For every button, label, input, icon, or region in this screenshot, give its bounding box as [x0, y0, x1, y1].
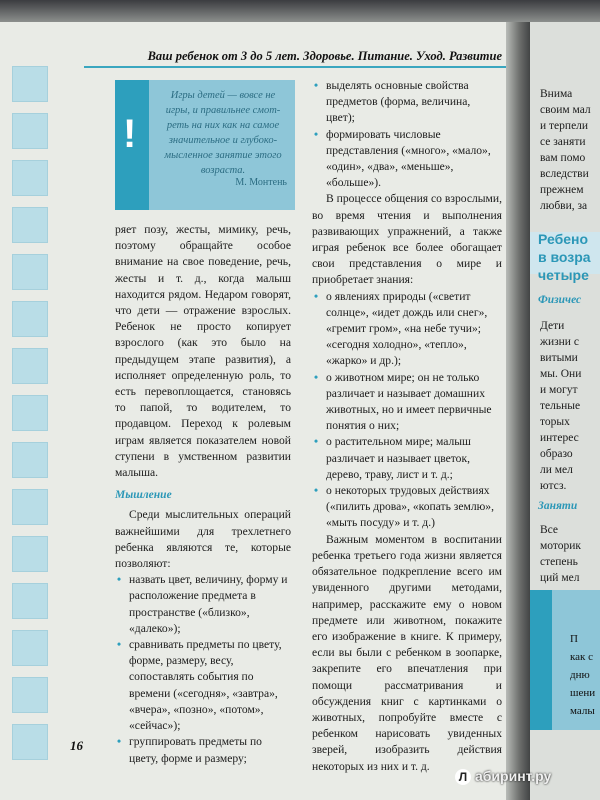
decor-tile: [12, 254, 48, 290]
decor-tile: [12, 489, 48, 525]
list-item: • о некоторых трудовых действиях («пилить дрова», «копать землю», «мыть посуду» и т. д.): [312, 483, 502, 532]
right-line: вследстви: [540, 168, 589, 180]
section-heading: Мышление: [115, 489, 172, 502]
list-item: • выделять основные свойства предметов (форма, величина, цвет);: [312, 78, 502, 127]
right-heading: четыре: [538, 267, 589, 283]
running-header: [84, 46, 506, 68]
right-line: степень: [540, 556, 578, 568]
right-line: ций мел: [540, 572, 580, 584]
decor-tile: [12, 724, 48, 760]
epigraph-author: М. Монтень: [235, 177, 287, 188]
book-spine-gutter: [506, 0, 532, 800]
right-line: своим мал: [540, 104, 591, 116]
text-column-left: [115, 222, 291, 767]
list-item: • о животном мире; он не только различает и называет домашних животных, но и имеет первичные понятия о них;: [312, 370, 502, 435]
text-column-right: [312, 78, 502, 775]
epigraph-line: Игры детей — вовсе не: [170, 90, 276, 101]
list-item: • группировать предметы по цвету, форме и размеру;: [115, 734, 291, 766]
watermark-text: абиринт.ру: [475, 768, 552, 784]
right-line: прежнем: [540, 184, 584, 196]
right-line: интерес: [540, 432, 579, 444]
right-line: и могут: [540, 384, 578, 396]
right-line: вам помо: [540, 152, 586, 164]
decor-tile: [12, 536, 48, 572]
right-heading: Ребено: [538, 231, 589, 247]
decor-tile: [12, 113, 48, 149]
decor-tile: [12, 677, 48, 713]
epigraph-box: [115, 80, 295, 210]
right-line: Дети: [540, 320, 565, 332]
right-line: образо: [540, 448, 573, 460]
exclamation-icon: !: [123, 112, 137, 156]
paragraph: ряет позу, жесты, мимику, речь, поэтому обращайте особое внимание на свое поведение, речь, жесты и т. д., когда малыш находится рядом. Недаром говорят, что дети — отражение взрослых. Ребенок не просто копирует взрослого (как это было на предыдущем этапе развития), а исполняет определенную роль, то есть перевоплощается, становясь то папой, то водителем, то продавцом. Переход к ролевым играм является показателем новой ступени в умственном развитии малыша.: [115, 223, 291, 480]
epigraph-line: реть на них как на самое: [166, 120, 280, 131]
right-line: ли мел: [540, 464, 573, 476]
right-subheading: Физичес: [538, 294, 582, 306]
list-item: • назвать цвет, величину, форму и расположение предмета в пространстве («близко», «далеко»);: [115, 572, 291, 637]
right-line: любви, за: [540, 200, 588, 212]
paragraph: В процессе общения со взрослыми, во время чтения и выполнения развивающих упражнений, а также играя ребенок все более обогащает свои представления о мире и приобретает знания:: [312, 192, 502, 287]
right-line: жизни с: [540, 336, 579, 348]
epigraph-line: мысленное занятие этого: [164, 150, 282, 161]
watermark: [455, 768, 551, 785]
right-box-line: П: [570, 633, 578, 645]
decor-tile: [12, 66, 48, 102]
right-line: се заняти: [540, 136, 586, 148]
right-page: [530, 0, 600, 800]
epigraph-line: возраста.: [200, 165, 246, 176]
margin-decoration: [12, 66, 48, 771]
decor-tile: [12, 583, 48, 619]
decor-tile: [12, 442, 48, 478]
right-box-line: шени: [570, 687, 596, 699]
right-line: мы. Они: [540, 368, 582, 380]
right-line: торых: [540, 416, 570, 428]
right-line: и терпели: [540, 120, 589, 132]
right-box-line: малы: [570, 705, 595, 717]
decor-tile: [12, 395, 48, 431]
epigraph-line: игры, и правильнее смот-: [165, 105, 281, 116]
page-number: 16: [70, 738, 83, 753]
decor-tile: [12, 301, 48, 337]
right-info-bar: [530, 590, 552, 730]
right-subheading: Заняти: [538, 500, 578, 512]
right-line: тельные: [540, 400, 581, 412]
paragraph: Среди мыслительных операций важнейшими для трехлетнего ребенка являются те, которые позволяют:: [115, 508, 291, 571]
decor-tile: [12, 348, 48, 384]
right-line: Все: [540, 524, 559, 536]
decor-tile: [12, 207, 48, 243]
right-heading: в возра: [538, 249, 591, 265]
right-box-line: как с: [570, 651, 594, 663]
right-line: Внима: [540, 88, 573, 100]
list-item: • формировать числовые представления («много», «мало», «один», «два», «меньше», «больше»).: [312, 127, 502, 192]
header-title: Ваш ребенок от 3 до 5 лет. Здоровье. Питание. Уход. Развитие: [147, 49, 502, 63]
epigraph-text: [157, 88, 289, 178]
right-line: моторик: [540, 540, 581, 552]
right-box-line: дню: [570, 669, 590, 681]
list-item: • сравнивать предметы по цвету, форме, размеру, весу, сопоставлять события по времени («сегодня», «завтра», «вчера», «позно», «потом», «сейчас»);: [115, 637, 291, 734]
paragraph: Важным моментом в воспитании ребенка третьего года жизни является обязательное подкрепление всего им увиденного другими методами, например, расскажите ему о новом предмете или животном, покажите его изображение в книге. К примеру, если вы были с ребенком в зоопарке, закрепите его впечатления при помощи рассматривания и обсуждения книг с картинками о животных, попробуйте вместе с ребенком нарисовать увиденных зверей, изобразить действия некоторых из них и т. д.: [312, 532, 502, 773]
right-line: ютсз.: [540, 480, 567, 492]
list-item: • о явлениях природы («светит солнце», «идет дождь или снег», «гремит гром», «на небе тучи»; «сегодня холодно», «тепло», «жарко» и др.);: [312, 289, 502, 370]
decor-tile: [12, 630, 48, 666]
labirint-logo-icon: Л: [455, 769, 471, 785]
right-line: витыми: [540, 352, 578, 364]
epigraph-line: значительное и глубоко-: [168, 135, 278, 146]
list-item: • о растительном мире; малыш различает и называет цветок, дерево, траву, лист и т. д.;: [312, 434, 502, 483]
photo-background-strip: [0, 0, 600, 22]
decor-tile: [12, 160, 48, 196]
